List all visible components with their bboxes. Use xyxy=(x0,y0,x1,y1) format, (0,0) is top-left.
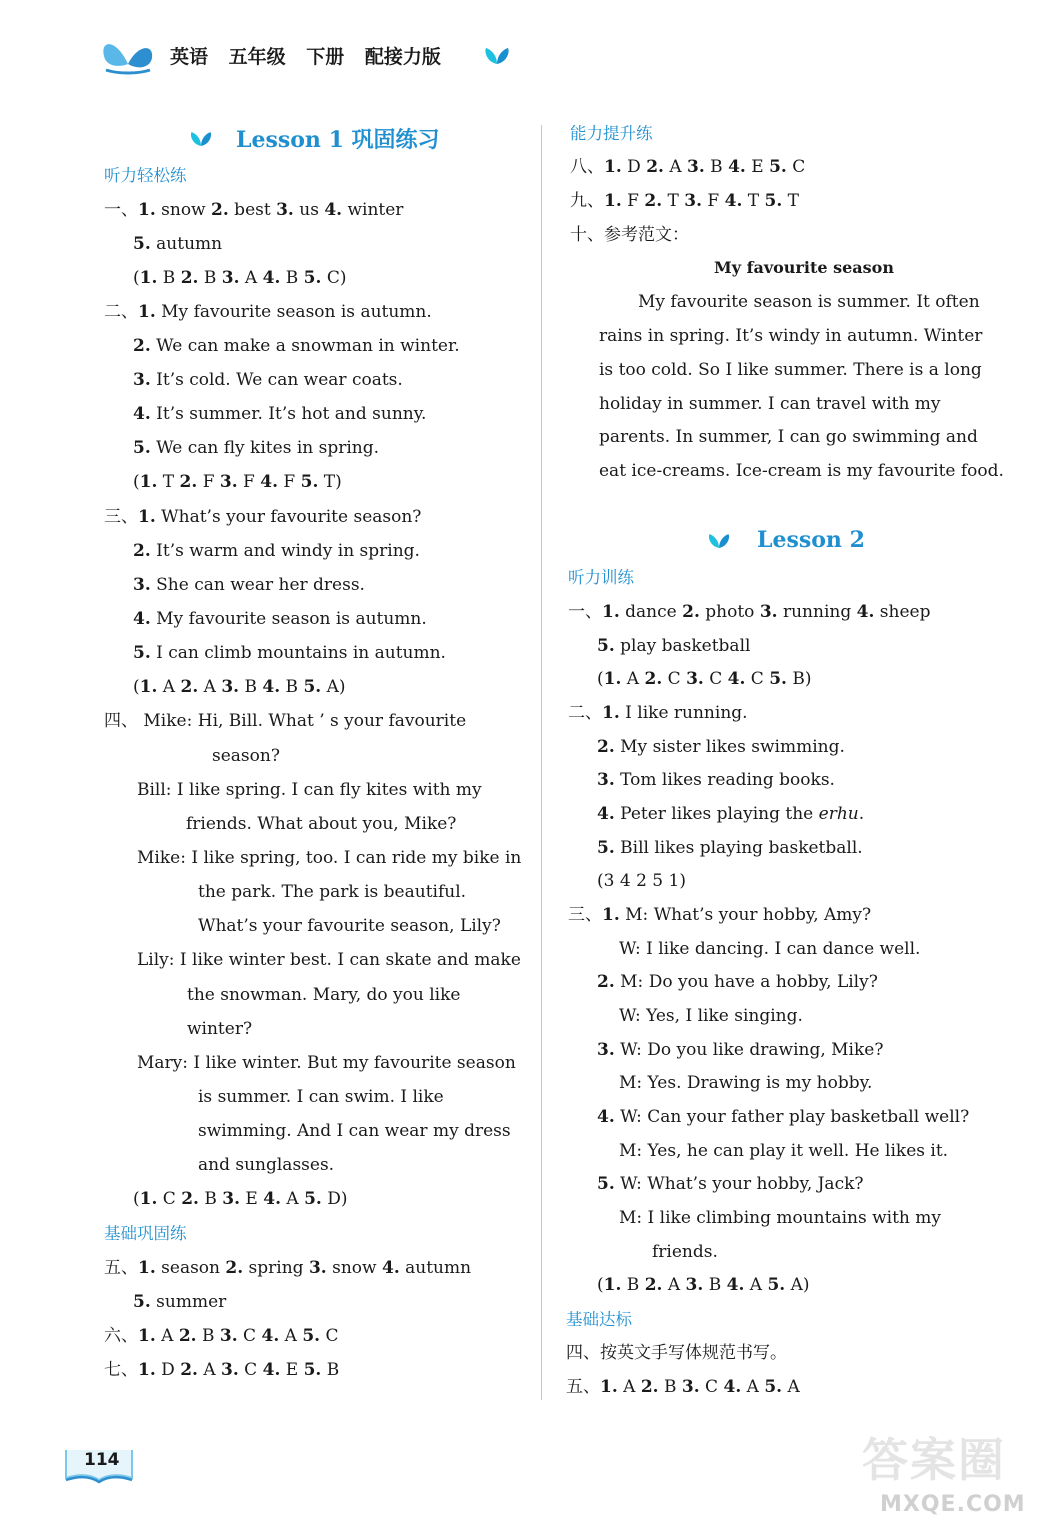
answer-line: 五、1. A 2. B 3. C 4. A 5. A xyxy=(566,1377,800,1397)
answer-line: (1. C 2. B 3. E 4. A 5. D) xyxy=(133,1189,348,1209)
answer-line: (3 4 2 5 1) xyxy=(597,871,686,891)
answer-line: 一、1. dance 2. photo 3. running 4. sheep xyxy=(568,602,931,622)
lesson2-title: Lesson 2 xyxy=(757,527,865,553)
answer-line: 5. W: What’s your hobby, Jack? xyxy=(597,1174,864,1194)
answer-line: 5. autumn xyxy=(133,234,223,254)
answer-line: 3. She can wear her dress. xyxy=(133,575,365,595)
answer-line: 八、1. D 2. A 3. B 4. E 5. C xyxy=(570,157,806,177)
answer-line: M: Yes, he can play it well. He likes it. xyxy=(619,1141,949,1161)
answer-line: 六、1. A 2. B 3. C 4. A 5. C xyxy=(104,1326,339,1346)
answer-line: My favourite season is summer. It often xyxy=(638,292,980,312)
answer-line: is summer. I can swim. I like xyxy=(198,1087,444,1107)
answer-line: parents. In summer, I can go swimming and xyxy=(599,427,978,447)
answer-line: W: Yes, I like singing. xyxy=(619,1006,803,1026)
answer-line: 2. It’s warm and windy in spring. xyxy=(133,541,420,561)
answer-line: 一、1. snow 2. best 3. us 4. winter xyxy=(104,200,404,220)
column-divider xyxy=(541,125,542,1400)
answer-line: M: I like climbing mountains with my xyxy=(619,1208,941,1228)
answer-line: 四、按英文手写体规范书写。 xyxy=(566,1343,787,1363)
answer-line: holiday in summer. I can travel with my xyxy=(599,394,941,414)
answer-line: rains in spring. It’s windy in autumn. Winter xyxy=(599,326,983,346)
answer-line: swimming. And I can wear my dress xyxy=(198,1121,511,1141)
answer-line: Mike: I like spring, too. I can ride my bike in xyxy=(137,848,522,868)
leaf-icon xyxy=(706,530,732,552)
answer-line: 三、1. M: What’s your hobby, Amy? xyxy=(568,905,872,925)
answer-line: What’s your favourite season, Lily? xyxy=(198,916,501,936)
answer-line: (1. T 2. F 3. F 4. F 5. T) xyxy=(133,472,342,492)
answer-line: 三、1. What’s your favourite season? xyxy=(104,507,422,527)
watermark: 答案圈 xyxy=(862,1433,1006,1487)
butterfly-logo-icon xyxy=(98,34,158,78)
answer-line: is too cold. So I like summer. There is a long xyxy=(599,360,982,380)
page-header xyxy=(98,34,518,80)
page-number: 114 xyxy=(84,1450,120,1470)
answer-line: 2. We can make a snowman in winter. xyxy=(133,336,460,356)
section-heading: 听力轻松练 xyxy=(104,166,187,185)
header-title: 英语 五年级 下册 配接力版 xyxy=(170,46,441,68)
answer-line: 4. W: Can your father play basketball well? xyxy=(597,1107,970,1127)
answer-line: 4. My favourite season is autumn. xyxy=(133,609,427,629)
answer-line: winter? xyxy=(187,1019,253,1039)
answer-line: 四、 Mike: Hi, Bill. What ’ s your favourite xyxy=(104,711,467,731)
answer-line: eat ice-creams. Ice-cream is my favourite food. xyxy=(599,461,1004,481)
answer-line: the park. The park is beautiful. xyxy=(198,882,467,902)
answer-line: 5. summer xyxy=(133,1292,227,1312)
answer-line: 5. I can climb mountains in autumn. xyxy=(133,643,446,663)
answer-line: friends. What about you, Mike? xyxy=(186,814,457,834)
answer-line: Mary: I like winter. But my favourite season xyxy=(137,1053,516,1073)
answer-line: 3. W: Do you like drawing, Mike? xyxy=(597,1040,884,1060)
answer-line: 2. M: Do you have a hobby, Lily? xyxy=(597,972,878,992)
answer-line: 七、1. D 2. A 3. C 4. E 5. B xyxy=(104,1360,340,1380)
section-heading: 能力提升练 xyxy=(570,124,653,143)
section-heading: 基础巩固练 xyxy=(104,1224,187,1243)
lesson1-title: Lesson 1 巩固练习 xyxy=(236,127,440,153)
leaf-icon xyxy=(482,46,512,66)
answer-line: 九、1. F 2. T 3. F 4. T 5. T xyxy=(570,191,800,211)
leaf-icon xyxy=(188,128,214,150)
answer-line: 4. Peter likes playing the erhu. xyxy=(597,804,865,824)
answer-line: (1. A 2. C 3. C 4. C 5. B) xyxy=(597,669,812,689)
answer-line: (1. B 2. A 3. B 4. A 5. A) xyxy=(597,1275,810,1295)
answer-line: season? xyxy=(212,746,280,766)
answer-line: 4. It’s summer. It’s hot and sunny. xyxy=(133,404,427,424)
essay-title: My favourite season xyxy=(714,258,894,277)
section-heading: 听力训练 xyxy=(568,568,634,587)
answer-line: 十、参考范文： xyxy=(570,225,689,245)
answer-line: the snowman. Mary, do you like xyxy=(187,985,461,1005)
answer-line: M: Yes. Drawing is my hobby. xyxy=(619,1073,873,1093)
answer-line: Bill: I like spring. I can fly kites with my xyxy=(137,780,482,800)
answer-line: 二、1. I like running. xyxy=(568,703,748,723)
answer-line: (1. B 2. B 3. A 4. B 5. C) xyxy=(133,268,347,288)
answer-line: 二、1. My favourite season is autumn. xyxy=(104,302,432,322)
answer-line: 2. My sister likes swimming. xyxy=(597,737,845,757)
answer-line: Lily: I like winter best. I can skate and make xyxy=(137,950,521,970)
section-heading: 基础达标 xyxy=(566,1310,632,1329)
watermark-url: MXQE.COM xyxy=(880,1492,1026,1517)
answer-line: 5. play basketball xyxy=(597,636,751,656)
answer-line: W: I like dancing. I can dance well. xyxy=(619,939,921,959)
answer-line: 5. We can fly kites in spring. xyxy=(133,438,380,458)
answer-line: 3. It’s cold. We can wear coats. xyxy=(133,370,403,390)
answer-line: 3. Tom likes reading books. xyxy=(597,770,835,790)
answer-line: (1. A 2. A 3. B 4. B 5. A) xyxy=(133,677,346,697)
answer-line: 5. Bill likes playing basketball. xyxy=(597,838,863,858)
answer-line: and sunglasses. xyxy=(198,1155,335,1175)
answer-line: friends. xyxy=(652,1242,718,1262)
answer-line: 五、1. season 2. spring 3. snow 4. autumn xyxy=(104,1258,472,1278)
